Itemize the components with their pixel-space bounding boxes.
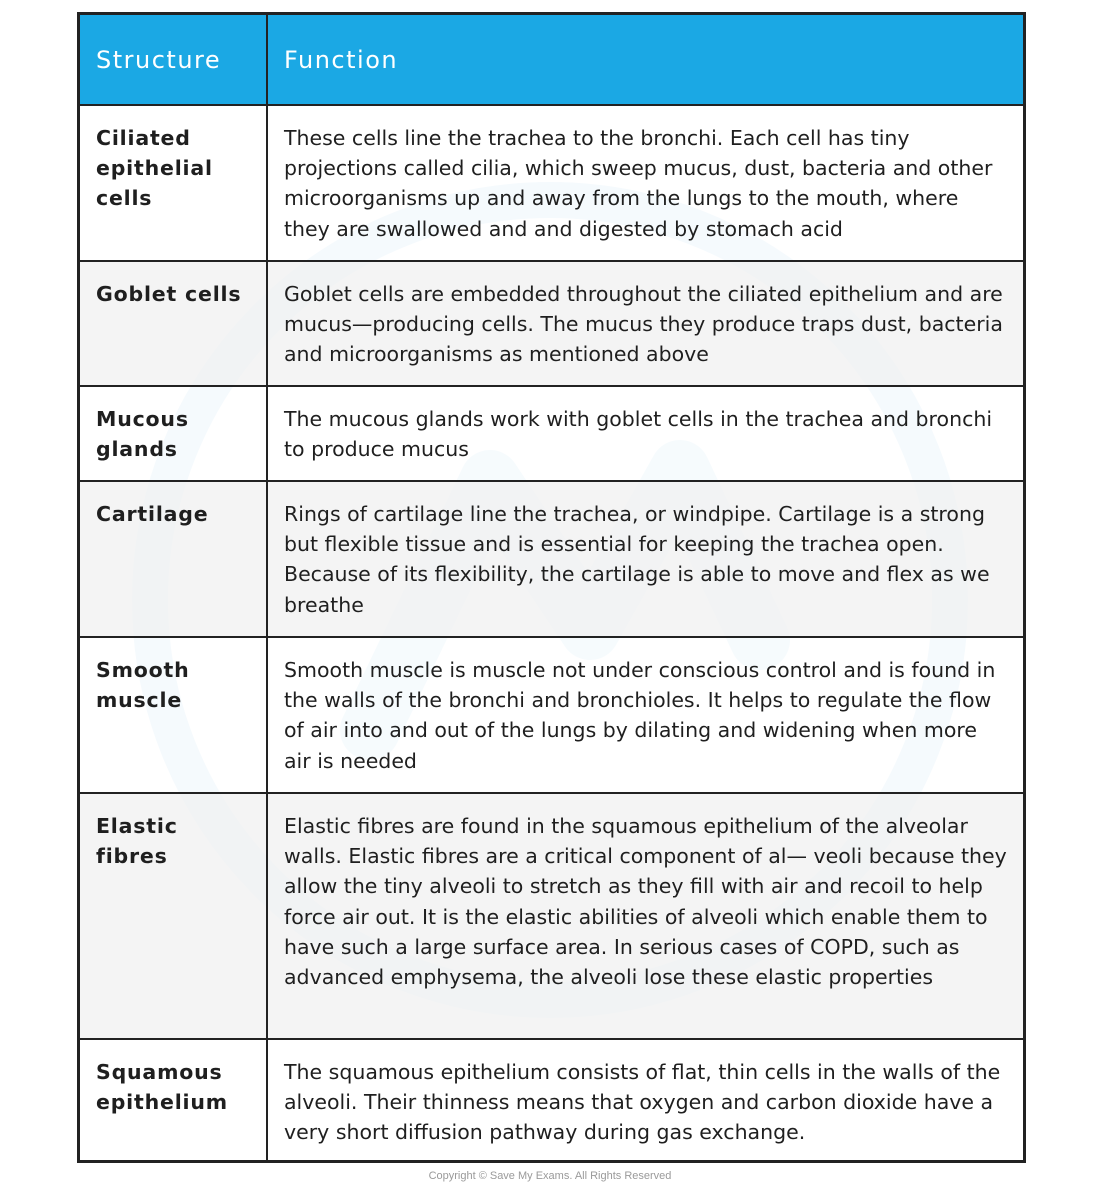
header-structure: Structure <box>80 15 267 105</box>
table-row <box>80 481 1023 637</box>
function-cell: The squamous epithelium consists of flat, thin cells in the walls of the alveoli. Their thinness means that oxygen and carbon dioxide have a very short diffusion pathway during gas exchange. <box>267 1039 1023 1160</box>
copyright-notice: Copyright © Save My Exams. All Rights Reserved <box>428 1170 672 1182</box>
table-row <box>80 637 1023 793</box>
function-cell: These cells line the trachea to the bronchi. Each cell has tiny projections called cilia, which sweep mucus, dust, bacteria and other microorganisms up and away from the lungs to the mouth, where they are swallowed and and digested by stomach acid <box>267 105 1023 261</box>
structure-cell: Cartilage <box>80 481 267 637</box>
table <box>80 15 1023 1160</box>
table-body <box>80 105 1023 1160</box>
structure-cell: Elastic fibres <box>80 793 267 1039</box>
header-function: Function <box>267 15 1023 105</box>
function-cell: The mucous glands work with goblet cells in the trachea and bronchi to produce mucus <box>267 386 1023 481</box>
structure-cell: Mucous glands <box>80 386 267 481</box>
function-cell: Rings of cartilage line the trachea, or windpipe. Cartilage is a strong but flexible tissue and is essential for keeping the trachea open. Because of its flexibility, the cartilage is able to move and flex as we breathe <box>267 481 1023 637</box>
structure-cell: Squamous epithelium <box>80 1039 267 1160</box>
structure-cell: Goblet cells <box>80 261 267 386</box>
table-row <box>80 105 1023 261</box>
structure-cell: Ciliated epithelial cells <box>80 105 267 261</box>
structure-function-table <box>77 12 1026 1163</box>
function-cell: Smooth muscle is muscle not under conscious control and is found in the walls of the bronchi and bronchioles. It helps to regulate the flow of air into and out of the lungs by dilating and widening when more air is needed <box>267 637 1023 793</box>
function-cell: Goblet cells are embedded throughout the ciliated epithelium and are mucus—producing cells. The mucus they produce traps dust, bacteria and microorganisms as mentioned above <box>267 261 1023 386</box>
table-row <box>80 793 1023 1039</box>
table-row <box>80 261 1023 386</box>
table-header <box>80 15 1023 105</box>
function-cell: Elastic fibres are found in the squamous epithelium of the alveolar walls. Elastic fibres are a critical component of al— veoli because they allow the tiny alveoli to stretch as they fill with air and recoil to help force air out. It is the elastic abilities of alveoli which enable them to have such a large surface area. In serious cases of COPD, such as advanced emphysema, the alveoli lose these elastic properties <box>267 793 1023 1039</box>
structure-cell: Smooth muscle <box>80 637 267 793</box>
header-row <box>80 15 1023 105</box>
table-row <box>80 386 1023 481</box>
table-row <box>80 1039 1023 1160</box>
